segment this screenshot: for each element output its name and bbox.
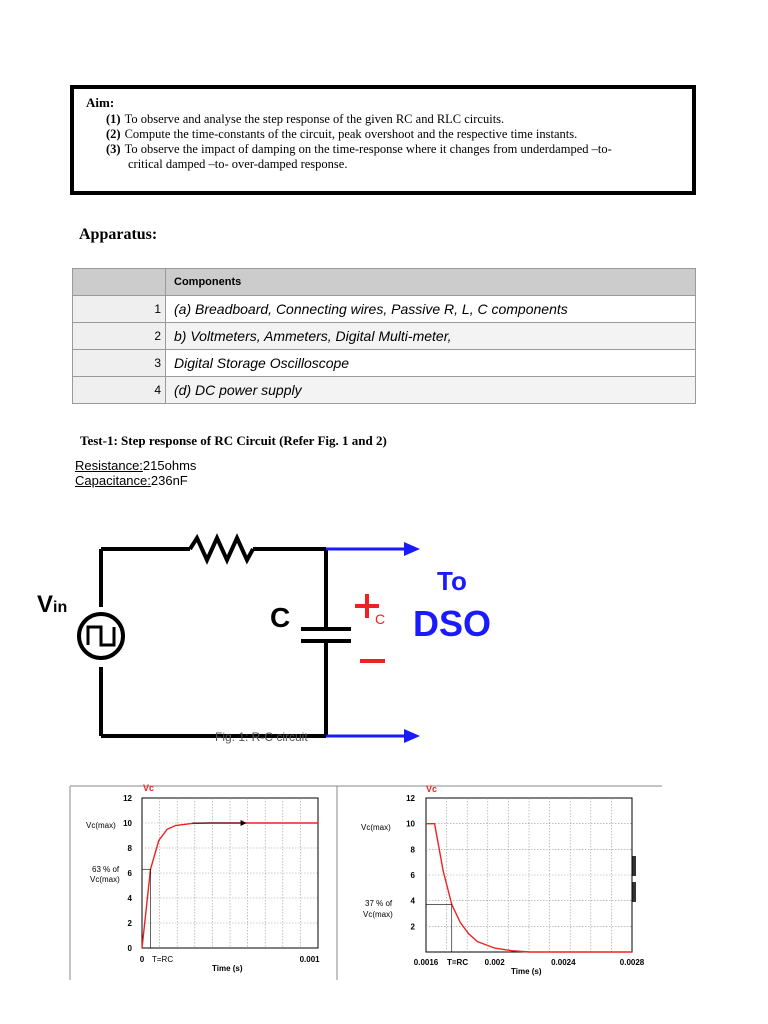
capacitance-label: Capacitance: [75, 473, 151, 488]
chart-right-mark [632, 882, 636, 902]
chart-right-mark [632, 856, 636, 876]
aim-item-4 [128, 157, 713, 172]
rc-circuit-diagram [0, 520, 768, 750]
chart2-x-tick-label: 0.0016 [413, 958, 439, 967]
capacitance-line [75, 473, 188, 488]
chart2-annotation-37a: 37 % of [365, 899, 393, 908]
chart2-y-tick-label: 8 [410, 845, 415, 855]
chart1-y-tick-label: 4 [127, 894, 132, 903]
aim-title: Aim: [86, 95, 115, 110]
aim-item-text: Compute the time-constants of the circuit, peak overshoot and the respective time instants. [124, 127, 578, 141]
figure-caption: Fig. 1: R-C circuit [215, 730, 308, 744]
aim-item-number: (2) [106, 127, 121, 141]
chart1-annotation-trc: T=RC [152, 955, 174, 964]
row-description: b) Voltmeters, Ammeters, Digital Multi-meter, [166, 323, 696, 350]
resistance-line [75, 458, 196, 473]
chart2-x-tick-label: 0.002 [484, 958, 505, 967]
chart1-x-tick-label: 0.001 [299, 955, 320, 964]
chart2-y-tick-label: 12 [406, 794, 415, 803]
chart2-y-tick-label: 6 [410, 871, 415, 880]
aim-item-text: critical damped –to- over-damped response. [128, 157, 348, 171]
chart1-y-tick-label: 10 [123, 819, 132, 828]
row-description: Digital Storage Oscilloscope [166, 350, 696, 377]
test1-heading: Test-1: Step response of RC Circuit (Refer Fig. 1 and 2) [80, 433, 387, 448]
aim-item-1 [106, 112, 691, 127]
table-header-components: Components [166, 269, 696, 296]
row-number: 1 [73, 296, 166, 323]
resistance-value: 215ohms [142, 458, 197, 473]
table-row [73, 296, 696, 323]
to-label: To [437, 566, 467, 596]
chart2-annotation-trc: T=RC [447, 958, 469, 967]
table-header-num [73, 269, 166, 296]
table-row [73, 377, 696, 404]
chart2-y-tick-label: 10 [406, 819, 415, 829]
row-description: (a) Breadboard, Connecting wires, Passive R, L, C components [166, 296, 696, 323]
plus-subscript: C [375, 611, 386, 627]
chart2-y-tick-label: 2 [410, 922, 415, 932]
chart1-y-tick-label: 6 [127, 869, 132, 878]
capacitance-value: 236nF [150, 473, 188, 488]
source-icon [79, 614, 123, 658]
arrow-bottom-icon [404, 729, 420, 743]
chart2-y-tick-label: 4 [410, 896, 415, 906]
chart1-x-tick-label: 0 [139, 955, 145, 964]
chart1-title: Vc [143, 783, 155, 793]
chart1-y-tick-label: 8 [127, 844, 132, 853]
chart2-plot [406, 794, 645, 967]
resistance-label: Resistance: [75, 458, 143, 473]
chart1-plot [123, 794, 320, 964]
row-number: 3 [73, 350, 166, 377]
chart2-x-tick-label: 0.0028 [619, 958, 645, 967]
aim-item-3 [106, 142, 691, 157]
row-description: (d) DC power supply [166, 377, 696, 404]
chart1-xlabel: Time (s) [212, 964, 243, 973]
chart2-annotation-37b: Vc(max) [363, 910, 393, 919]
table-row [73, 323, 696, 350]
aim-item-number: (3) [106, 142, 121, 156]
aim-item-text: To observe the impact of damping on the time-response where it changes from underdamped –to- [124, 142, 612, 156]
table-header-row [73, 269, 696, 296]
resistor-icon [190, 538, 253, 560]
apparatus-heading: Apparatus: [79, 226, 158, 243]
chart1-y-tick-label: 2 [127, 919, 132, 928]
dso-label: DSO [413, 603, 492, 644]
chart1-y-tick-label: 0 [127, 944, 132, 953]
aim-item-2 [106, 127, 691, 142]
row-number: 2 [73, 323, 166, 350]
capacitor-label: C [270, 602, 291, 633]
chart1-annotation-63b: Vc(max) [90, 875, 120, 884]
chart2-x-tick-label: 0.0024 [551, 958, 576, 967]
aim-item-number: (1) [106, 112, 121, 126]
row-number: 4 [73, 377, 166, 404]
aim-box [70, 85, 696, 195]
arrow-top-icon [404, 542, 420, 556]
chart1-annotation-63a: 63 % of [92, 865, 120, 874]
table-row [73, 350, 696, 377]
chart2-title: Vc [426, 784, 438, 794]
chart2-annotation-vcmax: Vc(max) [361, 823, 391, 832]
vin-label: Vin [37, 591, 68, 618]
chart1-annotation-vcmax: Vc(max) [86, 821, 116, 830]
chart2-xlabel: Time (s) [511, 967, 542, 976]
aim-item-text: To observe and analyse the step response of the given RC and RLC circuits. [124, 112, 505, 126]
components-table [72, 268, 696, 404]
chart1-y-tick-label: 12 [123, 794, 132, 803]
rc-response-charts [0, 780, 768, 980]
